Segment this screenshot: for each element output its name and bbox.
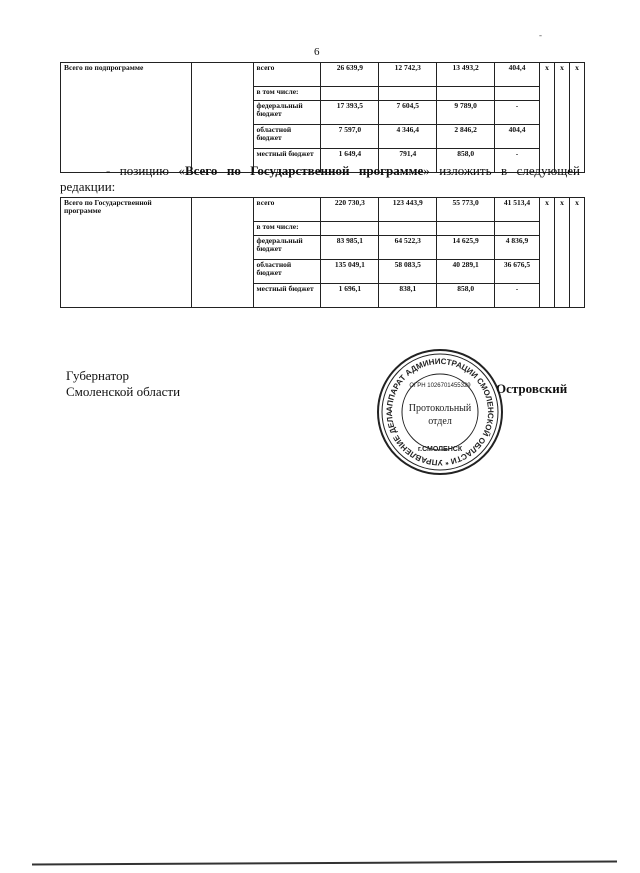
value-cell: 220 730,3 bbox=[321, 198, 379, 222]
value-cell bbox=[321, 222, 379, 236]
value-cell: - bbox=[495, 101, 540, 125]
budget-type-cell: федеральный бюджет bbox=[253, 101, 321, 125]
svg-text:ОГРН 1026701455329: ОГРН 1026701455329 bbox=[409, 383, 471, 389]
value-cell bbox=[379, 222, 437, 236]
value-cell: 7 597,0 bbox=[321, 125, 379, 149]
value-cell: 1 649,4 bbox=[321, 149, 379, 173]
value-cell: 858,0 bbox=[437, 284, 495, 308]
value-cell: 58 083,5 bbox=[379, 260, 437, 284]
official-stamp bbox=[375, 347, 505, 482]
signature-region: Смоленской области bbox=[66, 384, 181, 399]
empty-cell bbox=[191, 63, 253, 173]
table-row bbox=[61, 198, 585, 222]
svg-text:АППАРАТ АДМИНИСТРАЦИИ СМОЛЕНСК: АППАРАТ АДМИНИСТРАЦИИ СМОЛЕНСКОЙ ОБЛАСТИ * УПРАВЛЕНИЕ ДЕЛА bbox=[384, 356, 496, 468]
value-cell: 13 493,2 bbox=[437, 63, 495, 87]
value-cell: 40 289,1 bbox=[437, 260, 495, 284]
value-cell: 4 836,9 bbox=[495, 236, 540, 260]
value-cell: - bbox=[495, 149, 540, 173]
value-cell bbox=[495, 222, 540, 236]
row-group-label: Всего по Государственной программе bbox=[61, 198, 192, 308]
empty-cell bbox=[191, 198, 253, 308]
value-cell bbox=[437, 222, 495, 236]
value-cell: 2 846,2 bbox=[437, 125, 495, 149]
budget-type-cell: всего bbox=[253, 63, 321, 87]
value-cell bbox=[321, 87, 379, 101]
page-number: 6 bbox=[314, 46, 320, 58]
value-cell: 41 513,4 bbox=[495, 198, 540, 222]
value-cell: 9 789,0 bbox=[437, 101, 495, 125]
budget-type-cell: областной бюджет bbox=[253, 125, 321, 149]
instruction-paragraph bbox=[60, 163, 580, 195]
value-cell: 7 604,5 bbox=[379, 101, 437, 125]
value-cell: 791,4 bbox=[379, 149, 437, 173]
value-cell: 858,0 bbox=[437, 149, 495, 173]
governor-name: Островский bbox=[496, 381, 568, 396]
x-mark-cell: х bbox=[554, 198, 569, 308]
signature-block bbox=[66, 368, 180, 400]
value-cell: 14 625,9 bbox=[437, 236, 495, 260]
value-cell: 26 639,9 bbox=[321, 63, 379, 87]
budget-type-cell: областной бюджет bbox=[253, 260, 321, 284]
value-cell: 135 049,1 bbox=[321, 260, 379, 284]
budget-type-cell: в том числе: bbox=[253, 222, 321, 236]
value-cell: 36 676,5 bbox=[495, 260, 540, 284]
svg-text:отдел: отдел bbox=[428, 416, 452, 427]
value-cell: 4 346,4 bbox=[379, 125, 437, 149]
svg-text:Протокольный: Протокольный bbox=[408, 403, 472, 414]
x-mark-cell: х bbox=[539, 198, 554, 308]
svg-text:г.СМОЛЕНСК: г.СМОЛЕНСК bbox=[417, 446, 463, 453]
value-cell: 64 522,3 bbox=[379, 236, 437, 260]
value-cell bbox=[379, 87, 437, 101]
x-mark-cell: х bbox=[569, 63, 584, 173]
x-mark-cell: х bbox=[569, 198, 584, 308]
budget-type-cell: федеральный бюджет bbox=[253, 236, 321, 260]
value-cell: 1 696,1 bbox=[321, 284, 379, 308]
value-cell bbox=[495, 87, 540, 101]
signature-title: Губернатор bbox=[66, 368, 129, 383]
value-cell: 55 773,0 bbox=[437, 198, 495, 222]
paragraph-suffix: » изложить в следующей редакции: bbox=[60, 163, 580, 194]
value-cell: 83 985,1 bbox=[321, 236, 379, 260]
bottom-rule bbox=[32, 860, 617, 865]
x-mark-cell: х bbox=[554, 63, 569, 173]
budget-type-cell: всего bbox=[253, 198, 321, 222]
value-cell: 12 742,3 bbox=[379, 63, 437, 87]
budget-type-cell: местный бюджет bbox=[253, 284, 321, 308]
value-cell: - bbox=[495, 284, 540, 308]
stamp-seal-icon bbox=[375, 347, 505, 477]
value-cell: 404,4 bbox=[495, 125, 540, 149]
value-cell: 838,1 bbox=[379, 284, 437, 308]
x-mark-cell: х bbox=[540, 63, 555, 173]
corner-mark: - bbox=[539, 30, 542, 40]
paragraph-prefix: - позицию « bbox=[106, 163, 185, 178]
budget-type-cell: в том числе: bbox=[253, 87, 321, 101]
subprogram-total-table bbox=[60, 62, 585, 173]
value-cell: 123 443,9 bbox=[379, 198, 437, 222]
budget-type-cell: местный бюджет bbox=[253, 149, 321, 173]
program-total-table bbox=[60, 197, 585, 308]
table-row bbox=[61, 63, 585, 87]
paragraph-bold: Всего по Государственной программе bbox=[184, 163, 424, 178]
value-cell bbox=[437, 87, 495, 101]
value-cell: 404,4 bbox=[495, 63, 540, 87]
value-cell: 17 393,5 bbox=[321, 101, 379, 125]
row-group-label: Всего по подпрограмме bbox=[61, 63, 192, 173]
